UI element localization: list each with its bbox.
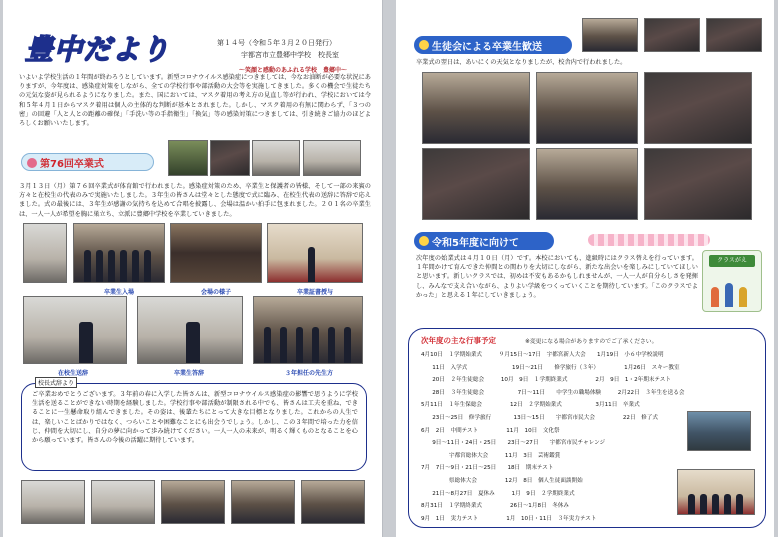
- send-off-banner: [414, 36, 572, 54]
- collage-photo-4: [303, 140, 361, 176]
- schedule-heading: 次年度の主な行事予定: [421, 336, 496, 345]
- schedule-row: 5月11日 １年生保総会 12日 ２学期始業式 3月11日 卒業式: [421, 402, 640, 409]
- graduation-heading: 第76回卒業式: [40, 158, 104, 170]
- caption-reply-address: 卒業生答辞: [173, 370, 204, 377]
- chorus-photo: [677, 469, 755, 515]
- newsletter-title: 豊中だより: [25, 33, 171, 66]
- graduation-photo-3: [170, 223, 262, 283]
- schedule-row: 4月10日 １学期始業式 ９月15日～17日 宇都宮新人大会 1月19日 小６中学校説明: [421, 352, 664, 358]
- schedule-row: 20日 ２年生徒総会 10月 9日 １学期終業式 2月 9日 1・2年期末テスト: [421, 377, 671, 384]
- speech-box: [21, 383, 367, 471]
- next-year-banner: [414, 232, 554, 250]
- send-off-photo-6: [644, 148, 752, 220]
- flower-icon: [27, 158, 37, 168]
- school-building-photo: [687, 411, 751, 451]
- schedule-list: [421, 349, 689, 525]
- caption-homeroom-teachers: ３年担任の先生方: [284, 370, 333, 377]
- schedule-row: 宇都宮総体大会 11月 3日 芸術鑑賞: [421, 452, 561, 459]
- caption-diploma: 卒業証書授与: [296, 289, 333, 296]
- speech-box-label: 校長式辞より: [35, 377, 77, 388]
- bottom-photo-2: [91, 480, 155, 524]
- send-off-photo-top-2: [644, 18, 700, 52]
- bottom-photo-1: [21, 480, 85, 524]
- send-off-photo-1: [422, 72, 530, 144]
- right-page: [396, 0, 774, 537]
- bottom-photo-3: [161, 480, 225, 524]
- schedule-row: 11日 入学式 19日～21日 修学旅行（３年） 1月26日 スキー教室: [421, 364, 680, 371]
- schedule-row: 23日～25日 修学旅行 13日～15日 宇都宮市民大会 22日 修了式: [421, 414, 658, 421]
- schedule-row: 28日 ３年生徒総会 7日～11日 中学生の職場体験 2月22日 ３年生を送る会: [421, 389, 685, 396]
- send-off-text: 卒業式の翌日は、あいにくの天気となりましたが、校舎内で行われました。: [416, 59, 627, 66]
- graduation-banner: [21, 153, 154, 171]
- graduation-photo-4: [267, 223, 363, 283]
- schedule-row: 21日～8月27日 夏休み 1月 9日 ２学期終業式: [421, 490, 575, 497]
- decorative-flower-border: [588, 234, 710, 246]
- send-off-heading: 生徒会による卒業生歓送: [432, 41, 542, 53]
- send-off-photo-4: [422, 148, 530, 220]
- speech-text: ご卒業おめでとうございます。３年前の春に入学した皆さんは、新型コロナウイルス感染症の影響で思うように学校生活を送ることができない時期を経験しました。学校行事や部活動が制限される中でも、皆さんは工夫を重ね、できることに一生懸命取り組んできました。その姿は、後輩たちにとって大きな目標となりました。これからの人生では、楽しいことばかりではなく、つらいことや困難なことにも出会うでしょう。しかし、この３年間で培った力を信じ、仲間を大切にし、自分の夢に向かって歩み続けてください。一人一人の未来が、明るく輝くものとなることを心から願っています。皆さんの今後の活躍に期待しています。: [32, 391, 358, 445]
- graduation-photo-2: [73, 223, 165, 283]
- graduation-photo-7: [253, 296, 363, 364]
- star-icon: [419, 40, 429, 50]
- bottom-photo-4: [231, 480, 295, 524]
- collage-photo-3: [252, 140, 300, 176]
- collage-photo-1: [168, 140, 208, 176]
- schedule-row: 9月 1日 実力テスト 1月 10日・11日 ３年実力テスト: [421, 515, 597, 522]
- bottom-photo-5: [301, 480, 365, 524]
- publisher-line: 宇都宮市立豊郷中学校 校長室: [241, 51, 339, 59]
- send-off-photo-top-1: [582, 18, 638, 52]
- schedule-row: 8月31日 １学期終業式 26日～1月8日 冬休み: [421, 503, 569, 510]
- next-year-heading: 令和5年度に向けて: [432, 237, 519, 249]
- intro-text: いよいよ学校生活の１年間が終わろうとしています。新型コロナウイルス感染症につきましては、今なお油断が必要な状況にありますが、今年度は、感染症対策をしながら、全ての学校行事や部活動の大会等を実施してきました。多くの機会で生徒たちの元気な姿が見られるようになりました。また、国においては、マスク着用の考え方の見直し等が行われ、学校においては令和５年４月１日からマスク着用は個人の主体的な判断が基本とされました。しかし、マスク着用の有無に関わらず、「３つの密」の回避「人と人との距離の確保」「手洗い等の手指衛生」「換気」等の感染対策につきましては、引き続きご協力のほどよろしくお願いいたします。: [19, 74, 371, 128]
- graduation-photo-1: [23, 223, 67, 283]
- schedule-row: 7月 7日～9日・21日～25日 18日 期末テスト: [421, 465, 554, 472]
- send-off-photo-2: [536, 72, 638, 144]
- graduation-text: ３月１３日（月）第７６回卒業式が体育館で行われました。感染症対策のため、卒業生と保護者の皆様、そして一部の来賓の方々と在校生の代表のみで実施いたしました。３年生の皆さんは堂々とした態度で式に臨み、在校生代表の送辞に答辞で応えました。式の最後には、３年生が感謝の気持ちを込めて合唱を披露し、会場は温かい拍手に包まれました。２０１名の卒業生は、一人一人が希望を胸に巣立ち、立派に豊郷中学校を卒業していきました。: [19, 183, 371, 218]
- schedule-row: 県総体大会 12月 8日 個人生徒面談開始: [421, 477, 583, 484]
- graduation-photo-6: [137, 296, 243, 364]
- class-change-illustration: [702, 250, 762, 312]
- schedule-row: 6月 2日 中間テスト 11月 10日 文化祭: [421, 427, 560, 434]
- motto: ～笑顔と感動のあふれる学校 豊郷中～: [239, 67, 348, 74]
- class-change-sign: クラスがえ: [709, 255, 755, 267]
- send-off-photo-top-3: [706, 18, 762, 52]
- left-page: [3, 0, 383, 537]
- schedule-note: ※変更になる場合がありますのでご了承ください。: [525, 339, 658, 345]
- caption-send-off-address: 在校生送辞: [57, 370, 88, 377]
- issue-line: 第１４号（令和５年３月２０日発行）: [217, 39, 336, 47]
- schedule-box: [408, 328, 766, 528]
- send-off-photo-5: [536, 148, 638, 220]
- next-year-text: 次年度の始業式は４月１０日（月）です。本校においても、進級時にはクラス替えを行っています。１年間かけて育んできた仲間との関わりを大切にしながら、新たな出会いを楽しみにしていてほしいと思います。新しいクラスでは、初めは不安もあるかもしれませんが、一人一人が自分らしさを発揮し、みんなで支え合いながら、よりよい学級をつくっていくことを期待しています。「このクラスでよかった」と思える１年にしていきましょう。: [416, 255, 698, 299]
- send-off-photo-3: [644, 72, 752, 144]
- graduation-photo-5: [23, 296, 127, 364]
- star-icon-2: [419, 236, 429, 246]
- caption-entrance: 卒業生入場: [103, 289, 134, 296]
- caption-venue: 会場の様子: [200, 289, 231, 296]
- collage-photo-2: [210, 140, 250, 176]
- schedule-row: 9日～11日・24日・25日 23日～27日 宇都宮市民チャレンジ: [421, 440, 606, 447]
